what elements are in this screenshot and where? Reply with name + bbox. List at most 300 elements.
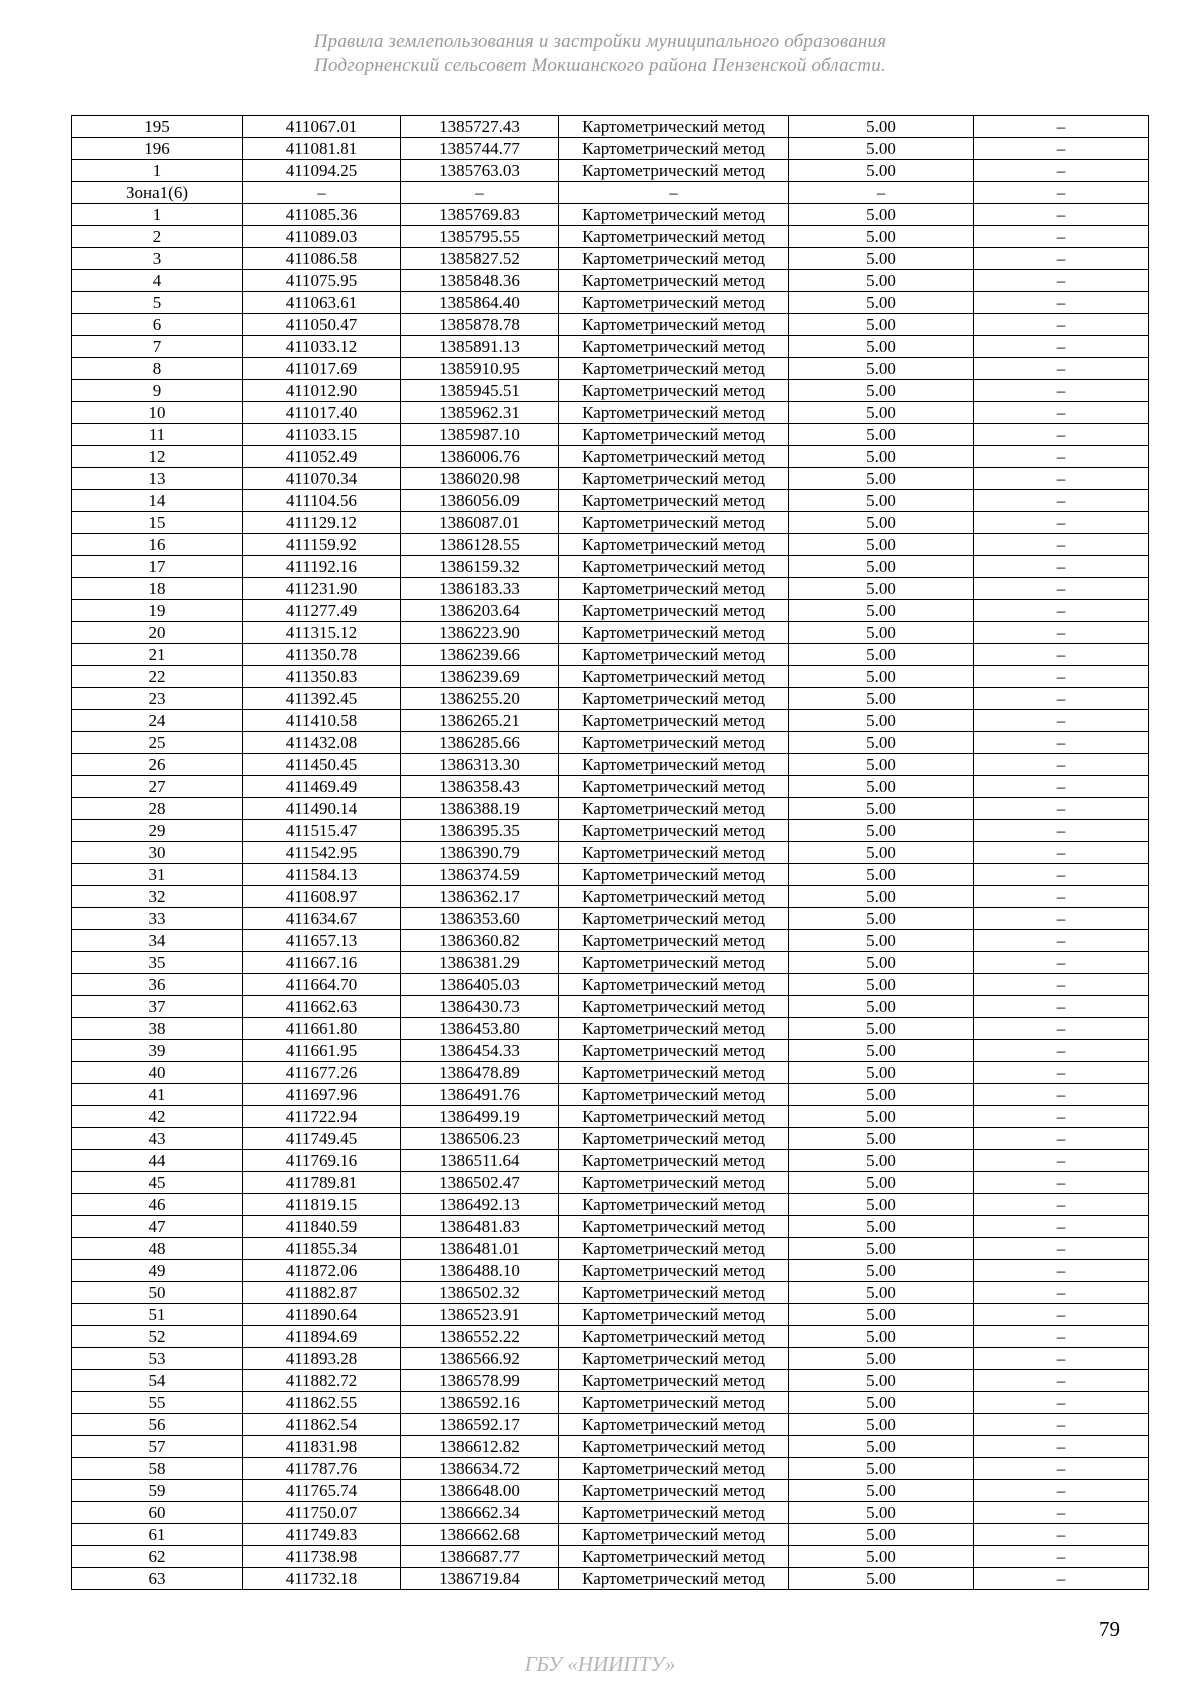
x-coordinate-cell: 411677.26 (243, 1062, 401, 1084)
point-number-cell: 6 (72, 314, 243, 336)
point-number-cell: 54 (72, 1370, 243, 1392)
point-number-cell: 48 (72, 1238, 243, 1260)
x-coordinate-cell: 411350.78 (243, 644, 401, 666)
y-coordinate-cell: 1386481.83 (401, 1216, 559, 1238)
accuracy-cell: 5.00 (789, 314, 974, 336)
note-cell: – (974, 798, 1149, 820)
accuracy-cell: 5.00 (789, 710, 974, 732)
point-number-cell: 16 (72, 534, 243, 556)
point-number-cell: 55 (72, 1392, 243, 1414)
table-row (72, 952, 1149, 974)
point-number-cell: 46 (72, 1194, 243, 1216)
note-cell: – (974, 402, 1149, 424)
note-cell: – (974, 1106, 1149, 1128)
method-cell: Картометрический метод (559, 512, 789, 534)
x-coordinate-cell: 411315.12 (243, 622, 401, 644)
accuracy-cell: 5.00 (789, 1194, 974, 1216)
note-cell: – (974, 886, 1149, 908)
x-coordinate-cell: 411697.96 (243, 1084, 401, 1106)
table-row (72, 996, 1149, 1018)
accuracy-cell: 5.00 (789, 666, 974, 688)
point-number-cell: 24 (72, 710, 243, 732)
table-row (72, 270, 1149, 292)
method-cell: Картометрический метод (559, 1260, 789, 1282)
x-coordinate-cell: 411085.36 (243, 204, 401, 226)
note-cell: – (974, 1062, 1149, 1084)
note-cell: – (974, 974, 1149, 996)
x-coordinate-cell: 411732.18 (243, 1568, 401, 1590)
x-coordinate-cell: 411769.16 (243, 1150, 401, 1172)
table-row (72, 1172, 1149, 1194)
point-number-cell: 57 (72, 1436, 243, 1458)
note-cell: – (974, 490, 1149, 512)
point-number-cell: Зона1(6) (72, 182, 243, 204)
note-cell: – (974, 1216, 1149, 1238)
x-coordinate-cell: 411819.15 (243, 1194, 401, 1216)
accuracy-cell: 5.00 (789, 402, 974, 424)
y-coordinate-cell: 1385744.77 (401, 138, 559, 160)
note-cell: – (974, 842, 1149, 864)
y-coordinate-cell: 1385827.52 (401, 248, 559, 270)
table-row (72, 402, 1149, 424)
point-number-cell: 62 (72, 1546, 243, 1568)
table-row (72, 1392, 1149, 1414)
x-coordinate-cell: 411277.49 (243, 600, 401, 622)
x-coordinate-cell: 411490.14 (243, 798, 401, 820)
method-cell: Картометрический метод (559, 578, 789, 600)
table-row (72, 1282, 1149, 1304)
note-cell: – (974, 226, 1149, 248)
point-number-cell: 43 (72, 1128, 243, 1150)
x-coordinate-cell: 411081.81 (243, 138, 401, 160)
method-cell: Картометрический метод (559, 1150, 789, 1172)
y-coordinate-cell: – (401, 182, 559, 204)
table-row (72, 798, 1149, 820)
y-coordinate-cell: 1386255.20 (401, 688, 559, 710)
note-cell: – (974, 1150, 1149, 1172)
y-coordinate-cell: 1386687.77 (401, 1546, 559, 1568)
table-row (72, 842, 1149, 864)
x-coordinate-cell: 411787.76 (243, 1458, 401, 1480)
table-row (72, 930, 1149, 952)
method-cell: Картометрический метод (559, 688, 789, 710)
accuracy-cell: 5.00 (789, 798, 974, 820)
method-cell: Картометрический метод (559, 1216, 789, 1238)
y-coordinate-cell: 1386488.10 (401, 1260, 559, 1282)
table-row (72, 226, 1149, 248)
table-row (72, 1414, 1149, 1436)
note-cell: – (974, 688, 1149, 710)
table-row (72, 1216, 1149, 1238)
note-cell: – (974, 1458, 1149, 1480)
note-cell: – (974, 930, 1149, 952)
table-row (72, 908, 1149, 930)
note-cell: – (974, 820, 1149, 842)
method-cell: Картометрический метод (559, 1238, 789, 1260)
table-row (72, 314, 1149, 336)
x-coordinate-cell: 411664.70 (243, 974, 401, 996)
method-cell: Картометрический метод (559, 1436, 789, 1458)
y-coordinate-cell: 1386592.16 (401, 1392, 559, 1414)
point-number-cell: 27 (72, 776, 243, 798)
y-coordinate-cell: 1385910.95 (401, 358, 559, 380)
accuracy-cell: 5.00 (789, 1348, 974, 1370)
note-cell: – (974, 204, 1149, 226)
accuracy-cell: 5.00 (789, 1018, 974, 1040)
table-row (72, 1480, 1149, 1502)
point-number-cell: 37 (72, 996, 243, 1018)
note-cell: – (974, 1568, 1149, 1590)
y-coordinate-cell: 1386374.59 (401, 864, 559, 886)
accuracy-cell: 5.00 (789, 468, 974, 490)
method-cell: Картометрический метод (559, 402, 789, 424)
table-row (72, 688, 1149, 710)
table-row (72, 248, 1149, 270)
method-cell: Картометрический метод (559, 622, 789, 644)
x-coordinate-cell: 411469.49 (243, 776, 401, 798)
note-cell: – (974, 1436, 1149, 1458)
y-coordinate-cell: 1386499.19 (401, 1106, 559, 1128)
table-row (72, 1040, 1149, 1062)
y-coordinate-cell: 1386552.22 (401, 1326, 559, 1348)
y-coordinate-cell: 1386395.35 (401, 820, 559, 842)
y-coordinate-cell: 1386478.89 (401, 1062, 559, 1084)
y-coordinate-cell: 1385945.51 (401, 380, 559, 402)
note-cell: – (974, 380, 1149, 402)
point-number-cell: 23 (72, 688, 243, 710)
method-cell: Картометрический метод (559, 1546, 789, 1568)
point-number-cell: 17 (72, 556, 243, 578)
x-coordinate-cell: 411104.56 (243, 490, 401, 512)
note-cell: – (974, 908, 1149, 930)
note-cell: – (974, 160, 1149, 182)
y-coordinate-cell: 1386502.47 (401, 1172, 559, 1194)
coordinates-table (71, 115, 1149, 1590)
note-cell: – (974, 600, 1149, 622)
accuracy-cell: 5.00 (789, 380, 974, 402)
note-cell: – (974, 952, 1149, 974)
note-cell: – (974, 1348, 1149, 1370)
x-coordinate-cell: 411410.58 (243, 710, 401, 732)
table-row (72, 160, 1149, 182)
x-coordinate-cell: 411862.54 (243, 1414, 401, 1436)
note-cell: – (974, 1018, 1149, 1040)
note-cell: – (974, 996, 1149, 1018)
y-coordinate-cell: 1386285.66 (401, 732, 559, 754)
table-row (72, 204, 1149, 226)
method-cell: Картометрический метод (559, 930, 789, 952)
accuracy-cell: 5.00 (789, 556, 974, 578)
method-cell: Картометрический метод (559, 974, 789, 996)
note-cell: – (974, 1260, 1149, 1282)
method-cell: Картометрический метод (559, 468, 789, 490)
x-coordinate-cell: 411192.16 (243, 556, 401, 578)
x-coordinate-cell: 411033.12 (243, 336, 401, 358)
method-cell: Картометрический метод (559, 1128, 789, 1150)
accuracy-cell: 5.00 (789, 1238, 974, 1260)
method-cell: Картометрический метод (559, 732, 789, 754)
y-coordinate-cell: 1386523.91 (401, 1304, 559, 1326)
accuracy-cell: 5.00 (789, 1084, 974, 1106)
x-coordinate-cell: 411094.25 (243, 160, 401, 182)
point-number-cell: 28 (72, 798, 243, 820)
y-coordinate-cell: 1386511.64 (401, 1150, 559, 1172)
accuracy-cell: 5.00 (789, 1282, 974, 1304)
x-coordinate-cell: 411050.47 (243, 314, 401, 336)
accuracy-cell: 5.00 (789, 1260, 974, 1282)
x-coordinate-cell: 411667.16 (243, 952, 401, 974)
note-cell: – (974, 1370, 1149, 1392)
header-line-2: Подгорненский сельсовет Мокшанского района Пензенской области. (314, 55, 886, 76)
method-cell: Картометрический метод (559, 1348, 789, 1370)
y-coordinate-cell: 1386634.72 (401, 1458, 559, 1480)
point-number-cell: 40 (72, 1062, 243, 1084)
method-cell: Картометрический метод (559, 314, 789, 336)
x-coordinate-cell: 411862.55 (243, 1392, 401, 1414)
point-number-cell: 10 (72, 402, 243, 424)
method-cell: Картометрический метод (559, 270, 789, 292)
y-coordinate-cell: 1386502.32 (401, 1282, 559, 1304)
accuracy-cell: 5.00 (789, 1480, 974, 1502)
method-cell: Картометрический метод (559, 600, 789, 622)
note-cell: – (974, 864, 1149, 886)
accuracy-cell: 5.00 (789, 204, 974, 226)
y-coordinate-cell: 1386566.92 (401, 1348, 559, 1370)
y-coordinate-cell: 1386360.82 (401, 930, 559, 952)
method-cell: Картометрический метод (559, 754, 789, 776)
table-row (72, 1502, 1149, 1524)
note-cell: – (974, 248, 1149, 270)
note-cell: – (974, 1084, 1149, 1106)
point-number-cell: 51 (72, 1304, 243, 1326)
note-cell: – (974, 666, 1149, 688)
method-cell: Картометрический метод (559, 886, 789, 908)
accuracy-cell: 5.00 (789, 1106, 974, 1128)
point-number-cell: 1 (72, 160, 243, 182)
table-row (72, 1238, 1149, 1260)
note-cell: – (974, 754, 1149, 776)
note-cell: – (974, 1524, 1149, 1546)
table-row (72, 1018, 1149, 1040)
note-cell: – (974, 1304, 1149, 1326)
y-coordinate-cell: 1386648.00 (401, 1480, 559, 1502)
table-row (72, 182, 1149, 204)
method-cell: Картометрический метод (559, 1392, 789, 1414)
point-number-cell: 63 (72, 1568, 243, 1590)
accuracy-cell: 5.00 (789, 512, 974, 534)
table-row (72, 116, 1149, 138)
table-row (72, 710, 1149, 732)
method-cell: Картометрический метод (559, 1194, 789, 1216)
method-cell: Картометрический метод (559, 1370, 789, 1392)
y-coordinate-cell: 1386454.33 (401, 1040, 559, 1062)
note-cell: – (974, 270, 1149, 292)
point-number-cell: 22 (72, 666, 243, 688)
point-number-cell: 20 (72, 622, 243, 644)
x-coordinate-cell: 411067.01 (243, 116, 401, 138)
point-number-cell: 49 (72, 1260, 243, 1282)
accuracy-cell: 5.00 (789, 358, 974, 380)
note-cell: – (974, 556, 1149, 578)
x-coordinate-cell: 411350.83 (243, 666, 401, 688)
point-number-cell: 58 (72, 1458, 243, 1480)
note-cell: – (974, 1414, 1149, 1436)
accuracy-cell: 5.00 (789, 1370, 974, 1392)
accuracy-cell: 5.00 (789, 292, 974, 314)
accuracy-cell: 5.00 (789, 226, 974, 248)
accuracy-cell: 5.00 (789, 1062, 974, 1084)
method-cell: Картометрический метод (559, 336, 789, 358)
point-number-cell: 50 (72, 1282, 243, 1304)
y-coordinate-cell: 1385769.83 (401, 204, 559, 226)
accuracy-cell: 5.00 (789, 160, 974, 182)
y-coordinate-cell: 1386358.43 (401, 776, 559, 798)
y-coordinate-cell: 1386223.90 (401, 622, 559, 644)
accuracy-cell: 5.00 (789, 732, 974, 754)
accuracy-cell: 5.00 (789, 138, 974, 160)
y-coordinate-cell: 1385727.43 (401, 116, 559, 138)
accuracy-cell: 5.00 (789, 688, 974, 710)
method-cell: Картометрический метод (559, 424, 789, 446)
y-coordinate-cell: 1386662.34 (401, 1502, 559, 1524)
x-coordinate-cell: 411893.28 (243, 1348, 401, 1370)
method-cell: Картометрический метод (559, 1062, 789, 1084)
header-line-1: Правила землепользования и застройки муниципального образования (313, 31, 887, 52)
y-coordinate-cell: 1386453.80 (401, 1018, 559, 1040)
table-row (72, 380, 1149, 402)
accuracy-cell: 5.00 (789, 754, 974, 776)
method-cell: Картометрический метод (559, 1084, 789, 1106)
method-cell: Картометрический метод (559, 1040, 789, 1062)
x-coordinate-cell: 411070.34 (243, 468, 401, 490)
table-row (72, 820, 1149, 842)
method-cell: Картометрический метод (559, 1326, 789, 1348)
method-cell: Картометрический метод (559, 1106, 789, 1128)
y-coordinate-cell: 1386405.03 (401, 974, 559, 996)
y-coordinate-cell: 1385848.36 (401, 270, 559, 292)
x-coordinate-cell: 411432.08 (243, 732, 401, 754)
point-number-cell: 45 (72, 1172, 243, 1194)
y-coordinate-cell: 1385763.03 (401, 160, 559, 182)
x-coordinate-cell: 411017.40 (243, 402, 401, 424)
note-cell: – (974, 732, 1149, 754)
method-cell: Картометрический метод (559, 226, 789, 248)
point-number-cell: 1 (72, 204, 243, 226)
table-row (72, 138, 1149, 160)
accuracy-cell: 5.00 (789, 886, 974, 908)
method-cell: Картометрический метод (559, 776, 789, 798)
y-coordinate-cell: 1386491.76 (401, 1084, 559, 1106)
document-footer: ГБУ «НИИПТУ» (524, 1652, 676, 1676)
point-number-cell: 8 (72, 358, 243, 380)
x-coordinate-cell: 411634.67 (243, 908, 401, 930)
x-coordinate-cell: 411515.47 (243, 820, 401, 842)
x-coordinate-cell: 411075.95 (243, 270, 401, 292)
y-coordinate-cell: 1385962.31 (401, 402, 559, 424)
y-coordinate-cell: 1385864.40 (401, 292, 559, 314)
method-cell: Картометрический метод (559, 1524, 789, 1546)
accuracy-cell: 5.00 (789, 908, 974, 930)
method-cell: Картометрический метод (559, 1568, 789, 1590)
y-coordinate-cell: 1386592.17 (401, 1414, 559, 1436)
x-coordinate-cell: 411129.12 (243, 512, 401, 534)
x-coordinate-cell: 411890.64 (243, 1304, 401, 1326)
accuracy-cell: 5.00 (789, 644, 974, 666)
method-cell: Картометрический метод (559, 1282, 789, 1304)
accuracy-cell: 5.00 (789, 1304, 974, 1326)
x-coordinate-cell: 411542.95 (243, 842, 401, 864)
method-cell: Картометрический метод (559, 292, 789, 314)
accuracy-cell: 5.00 (789, 1502, 974, 1524)
y-coordinate-cell: 1386362.17 (401, 886, 559, 908)
point-number-cell: 44 (72, 1150, 243, 1172)
x-coordinate-cell: 411661.80 (243, 1018, 401, 1040)
method-cell: Картометрический метод (559, 358, 789, 380)
page-number: 79 (1099, 1617, 1120, 1641)
method-cell: Картометрический метод (559, 204, 789, 226)
table-row (72, 666, 1149, 688)
table-row (72, 1084, 1149, 1106)
table-row (72, 446, 1149, 468)
x-coordinate-cell: 411608.97 (243, 886, 401, 908)
point-number-cell: 196 (72, 138, 243, 160)
x-coordinate-cell: – (243, 182, 401, 204)
method-cell: Картометрический метод (559, 248, 789, 270)
note-cell: – (974, 1282, 1149, 1304)
table-row (72, 490, 1149, 512)
accuracy-cell: 5.00 (789, 1568, 974, 1590)
y-coordinate-cell: 1386020.98 (401, 468, 559, 490)
y-coordinate-cell: 1386239.69 (401, 666, 559, 688)
accuracy-cell: 5.00 (789, 952, 974, 974)
x-coordinate-cell: 411584.13 (243, 864, 401, 886)
x-coordinate-cell: 411882.87 (243, 1282, 401, 1304)
document-header (0, 30, 1200, 78)
x-coordinate-cell: 411750.07 (243, 1502, 401, 1524)
table-row (72, 1524, 1149, 1546)
table-row (72, 776, 1149, 798)
x-coordinate-cell: 411749.45 (243, 1128, 401, 1150)
method-cell: Картометрический метод (559, 116, 789, 138)
table-row (72, 1106, 1149, 1128)
accuracy-cell: 5.00 (789, 864, 974, 886)
point-number-cell: 25 (72, 732, 243, 754)
point-number-cell: 2 (72, 226, 243, 248)
table-row (72, 1128, 1149, 1150)
point-number-cell: 19 (72, 600, 243, 622)
y-coordinate-cell: 1386662.68 (401, 1524, 559, 1546)
y-coordinate-cell: 1386481.01 (401, 1238, 559, 1260)
accuracy-cell: 5.00 (789, 1128, 974, 1150)
accuracy-cell: 5.00 (789, 1040, 974, 1062)
note-cell: – (974, 1502, 1149, 1524)
table-row (72, 1458, 1149, 1480)
coordinates-table-body (72, 116, 1149, 1590)
method-cell: Картометрический метод (559, 1458, 789, 1480)
accuracy-cell: 5.00 (789, 1436, 974, 1458)
table-row (72, 292, 1149, 314)
note-cell: – (974, 776, 1149, 798)
table-row (72, 754, 1149, 776)
point-number-cell: 30 (72, 842, 243, 864)
y-coordinate-cell: 1386430.73 (401, 996, 559, 1018)
point-number-cell: 42 (72, 1106, 243, 1128)
note-cell: – (974, 468, 1149, 490)
method-cell: Картометрический метод (559, 666, 789, 688)
note-cell: – (974, 336, 1149, 358)
point-number-cell: 18 (72, 578, 243, 600)
x-coordinate-cell: 411840.59 (243, 1216, 401, 1238)
